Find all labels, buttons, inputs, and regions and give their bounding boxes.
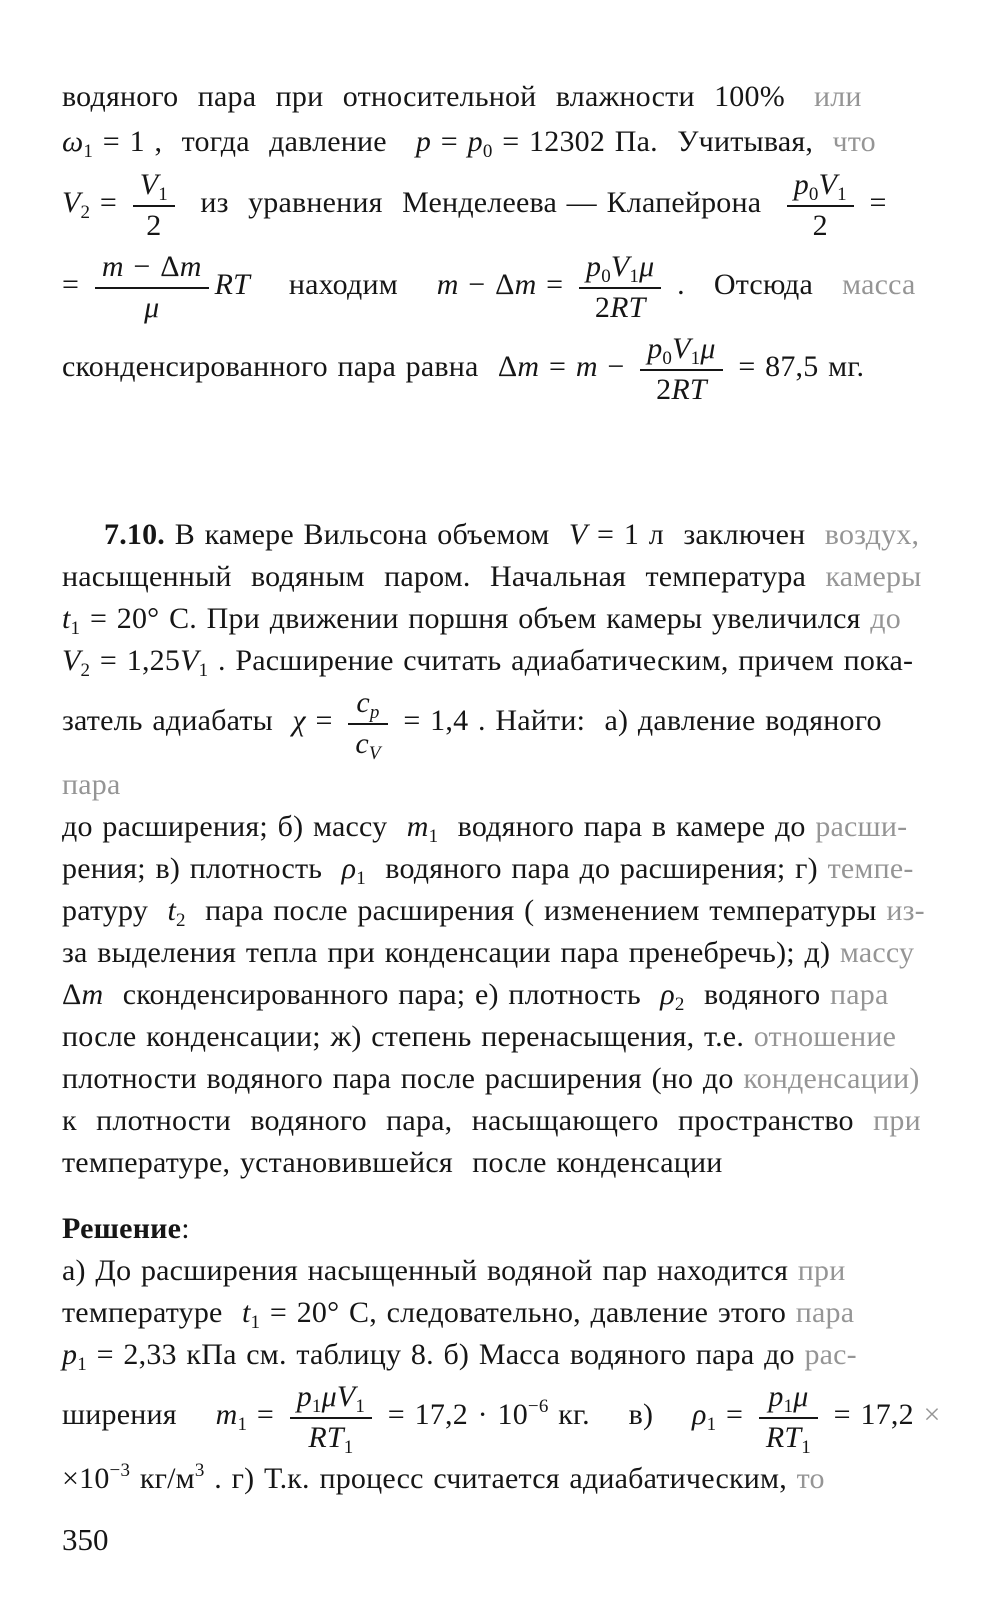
text-run: 1: [158, 184, 168, 205]
fraction-denominator: [348, 725, 387, 764]
text-run: = 1 л заключен: [587, 518, 825, 551]
text-run: p: [62, 1338, 78, 1371]
text-run: RT: [214, 267, 251, 301]
text-run: . Расширение считать адиабатическим, причем пока-: [208, 644, 914, 677]
text-run: В камере Вильсона объемом: [165, 518, 569, 551]
text-run: =: [247, 1397, 284, 1431]
text-run: V: [672, 332, 691, 365]
fraction-numerator: [290, 1379, 372, 1419]
text-run: =: [859, 185, 887, 219]
text-run: RT: [765, 1421, 802, 1454]
text-line: [62, 1208, 942, 1250]
text-run: m: [215, 1397, 238, 1431]
text-run: 0: [808, 184, 819, 205]
text-run: V: [139, 168, 159, 201]
fraction: [579, 249, 661, 325]
text-line: [62, 556, 942, 598]
text-run: 1: [77, 1354, 87, 1375]
text-run: p: [793, 168, 809, 201]
fraction-numerator: [759, 1379, 818, 1419]
text-run: масса: [842, 267, 916, 301]
text-run: 1: [801, 1437, 811, 1458]
fraction-denominator: [787, 207, 854, 243]
text-run: водяного пара при относительной влажности 100%: [62, 80, 814, 113]
text-run: RT: [671, 373, 707, 406]
text-run: плотности водяного пара после расширения (но до: [62, 1062, 744, 1095]
text-run: до расширения; б) массу: [62, 810, 407, 843]
text-run: 1: [311, 1396, 322, 1417]
text-line: [62, 932, 942, 974]
text-line: [62, 806, 942, 848]
text-run: 0: [662, 348, 673, 369]
text-line: [62, 328, 942, 410]
text-line: [62, 1250, 942, 1292]
text-run: из уравнения Менделеева — Клапейрона: [181, 185, 781, 219]
text-run: 1: [690, 348, 701, 369]
text-run: 2: [80, 201, 91, 223]
text-run: 1: [837, 184, 847, 205]
text-run: m: [406, 810, 429, 843]
fraction-denominator: [290, 1419, 372, 1458]
text-run: =: [536, 267, 573, 301]
fraction: [95, 249, 209, 325]
text-run: 2: [812, 209, 828, 242]
text-run: =: [716, 1397, 753, 1431]
text-run: 2: [80, 660, 91, 681]
solution-body: [62, 1250, 942, 1500]
solution-heading: [62, 1208, 942, 1250]
text-run: V: [568, 518, 588, 551]
text-run: пара: [795, 1296, 855, 1329]
text-run: 1: [70, 618, 81, 639]
text-run: находим: [250, 267, 437, 301]
text-run: темпе-: [827, 852, 914, 885]
text-run: водяного: [684, 978, 831, 1011]
text-run: V: [818, 168, 838, 201]
text-run: :: [181, 1212, 190, 1245]
text-run: t: [241, 1296, 251, 1329]
text-run: при: [797, 1254, 846, 1287]
text-run: μ: [639, 250, 655, 283]
text-run: p: [585, 250, 602, 283]
text-run: сконденсированного пара; е) плотность: [103, 978, 661, 1011]
text-run: 1: [356, 868, 366, 889]
fraction-denominator: [759, 1419, 818, 1458]
text-run: = 1 , тогда давление: [93, 125, 416, 158]
text-run: 0: [482, 141, 493, 162]
text-run: 1: [83, 141, 94, 162]
text-line: [62, 246, 942, 328]
text-run: V: [62, 644, 81, 677]
text-run: 1: [355, 1396, 366, 1417]
text-run: рас-: [804, 1338, 857, 1371]
text-run: что: [832, 125, 876, 158]
fraction-numerator: [579, 249, 661, 289]
text-run: ратуру: [62, 894, 168, 927]
text-line: [62, 640, 942, 682]
text-run: конденсации): [743, 1062, 920, 1095]
text-run: =: [539, 349, 576, 383]
text-line: [62, 1100, 942, 1142]
text-run: p: [647, 332, 663, 365]
text-run: 1: [250, 1312, 261, 1333]
text-run: . Отсюда: [667, 267, 843, 301]
text-run: ρ: [341, 852, 357, 885]
text-run: = 17,2: [823, 1397, 924, 1431]
text-run: . г) Т.к. процесс считается адиабатическим,: [204, 1462, 797, 1495]
fraction-numerator: [95, 249, 209, 289]
text-run: = 1,25: [90, 644, 181, 677]
text-run: ×: [923, 1397, 941, 1431]
text-run: = 17,2 · 10: [378, 1397, 528, 1431]
intro-paragraph: [62, 74, 942, 410]
text-run: 1: [198, 660, 209, 681]
text-line: [62, 974, 942, 1016]
text-run: пара после расширения ( изменением температуры: [185, 894, 887, 927]
text-run: то: [796, 1462, 825, 1495]
text-run: 1: [706, 1413, 717, 1435]
text-run: m: [101, 250, 124, 283]
text-line: [62, 119, 942, 164]
text-run: m: [575, 349, 598, 383]
text-run: Δ: [62, 978, 82, 1011]
text-run: 0: [601, 266, 611, 287]
text-run: μ: [700, 332, 716, 365]
text-run: c: [355, 727, 369, 760]
text-run: температуре: [62, 1296, 242, 1329]
text-run: 2: [594, 291, 611, 324]
text-run: 1: [783, 1396, 794, 1417]
text-run: = 1,4 . Найти: а) давление водяного: [393, 703, 892, 737]
fraction: [759, 1379, 818, 1458]
text-run: расши-: [815, 810, 908, 843]
text-line: [62, 890, 942, 932]
fraction-numerator: [787, 167, 854, 207]
fraction: [290, 1379, 372, 1458]
text-run: V: [180, 644, 199, 677]
text-run: из-: [886, 894, 925, 927]
page-number: 350: [62, 1522, 109, 1557]
text-run: =: [90, 185, 127, 219]
text-run: 2: [146, 209, 162, 242]
text-run: RT: [308, 1421, 344, 1454]
text-run: −3: [109, 1460, 131, 1481]
text-run: 1: [629, 266, 640, 287]
text-run: массу: [839, 936, 915, 969]
text-run: 1: [428, 826, 439, 847]
text-run: Решение: [62, 1212, 182, 1245]
text-line: [62, 1376, 942, 1458]
text-run: −6: [527, 1395, 549, 1417]
text-line: [62, 1016, 942, 1058]
text-run: кг/м: [130, 1462, 195, 1495]
text-run: V: [368, 743, 381, 764]
text-run: p: [768, 1380, 784, 1413]
text-line: [62, 1292, 942, 1334]
text-run: до: [870, 602, 901, 635]
text-run: =: [305, 703, 343, 737]
text-run: − Δ: [123, 250, 180, 283]
text-line: [62, 1458, 942, 1500]
fraction-numerator: [640, 331, 722, 371]
fraction: [348, 685, 387, 764]
text-run: сконденсированного пара равна Δ: [62, 349, 518, 383]
text-run: при: [873, 1104, 921, 1137]
text-run: m: [179, 250, 202, 283]
text-run: 2: [176, 910, 186, 931]
text-line: [62, 164, 942, 246]
text-run: водяного пара в камере до: [438, 810, 816, 843]
fraction-denominator: [133, 207, 175, 243]
text-run: t: [167, 894, 177, 927]
fraction-numerator: [133, 167, 175, 207]
text-line: [62, 1058, 942, 1100]
text-run: 7.10.: [104, 518, 165, 551]
text-run: μ: [793, 1380, 809, 1413]
text-run: = 12302 Па. Учитывая,: [492, 125, 833, 158]
text-run: к плотности водяного пара, насыщающего пространство: [62, 1104, 874, 1137]
text-run: ширения: [62, 1397, 216, 1431]
text-line: [62, 598, 942, 640]
text-run: температуре, установившейся после конденсации: [62, 1146, 723, 1179]
text-line: [62, 682, 942, 806]
fraction: [133, 167, 175, 243]
text-run: m: [81, 978, 104, 1011]
text-run: ×10: [62, 1462, 110, 1495]
fraction-numerator: [348, 685, 387, 725]
text-run: пара: [830, 978, 889, 1011]
text-line: [62, 848, 942, 890]
fraction: [787, 167, 854, 243]
text-run: после конденсации; ж) степень перенасыщения, т.е.: [62, 1020, 754, 1053]
text-run: p: [467, 125, 483, 158]
text-run: −: [597, 349, 635, 383]
fraction-denominator: [95, 289, 209, 325]
text-run: p: [296, 1380, 312, 1413]
text-run: 2: [656, 373, 672, 406]
text-run: RT: [610, 291, 646, 324]
text-run: V: [610, 250, 630, 283]
problem-7-10: [62, 514, 942, 1184]
text-run: p: [369, 702, 380, 723]
text-run: за выделения тепла при конденсации пара пренебречь); д): [62, 936, 840, 969]
text-run: 3: [194, 1460, 205, 1481]
text-run: рения; в) плотность: [62, 852, 342, 885]
text-run: а) До расширения насыщенный водяной пар находится: [62, 1254, 798, 1287]
text-run: c: [356, 686, 370, 719]
text-run: пара: [62, 768, 121, 801]
text-run: V: [62, 185, 81, 219]
text-line: [62, 1334, 942, 1376]
text-line: [62, 74, 942, 119]
text-run: 1: [343, 1437, 354, 1458]
text-run: μ: [144, 291, 160, 324]
text-run: камеры: [825, 560, 922, 593]
text-run: =: [62, 267, 89, 301]
text-run: ρ: [660, 978, 675, 1011]
text-run: воздух,: [824, 518, 920, 551]
text-run: = 20° С, следовательно, давление этого: [260, 1296, 796, 1329]
text-run: = 87,5 мг.: [728, 349, 865, 383]
text-run: m: [517, 349, 540, 383]
text-run: затель адиабаты: [62, 703, 293, 737]
text-run: = 20° С. При движении поршня объем камеры увеличился: [80, 602, 871, 635]
text-run: χ: [292, 703, 306, 737]
text-line: [62, 514, 942, 556]
text-run: отношение: [753, 1020, 897, 1053]
text-run: =: [431, 125, 468, 158]
text-run: μV: [321, 1380, 356, 1413]
text-run: p: [415, 125, 432, 158]
fraction-denominator: [640, 371, 722, 407]
text-run: m: [436, 267, 459, 301]
text-run: − Δ: [458, 267, 515, 301]
text-run: 2: [674, 994, 685, 1015]
text-run: 1: [237, 1413, 248, 1435]
text-line: [62, 1142, 942, 1184]
text-run: m: [514, 267, 537, 301]
fraction: [640, 331, 722, 407]
text-run: или: [814, 80, 862, 113]
text-run: = 2,33 кПа см. таблицу 8. б) Масса водяного пара до: [86, 1338, 805, 1371]
text-run: водяного пара до расширения; г): [365, 852, 828, 885]
text-run: кг. в): [548, 1397, 692, 1431]
text-run: ρ: [692, 1397, 707, 1431]
text-run: ω: [62, 125, 84, 158]
text-run: t: [62, 602, 71, 635]
fraction-denominator: [579, 289, 661, 325]
text-run: насыщенный водяным паром. Начальная температура: [62, 560, 826, 593]
